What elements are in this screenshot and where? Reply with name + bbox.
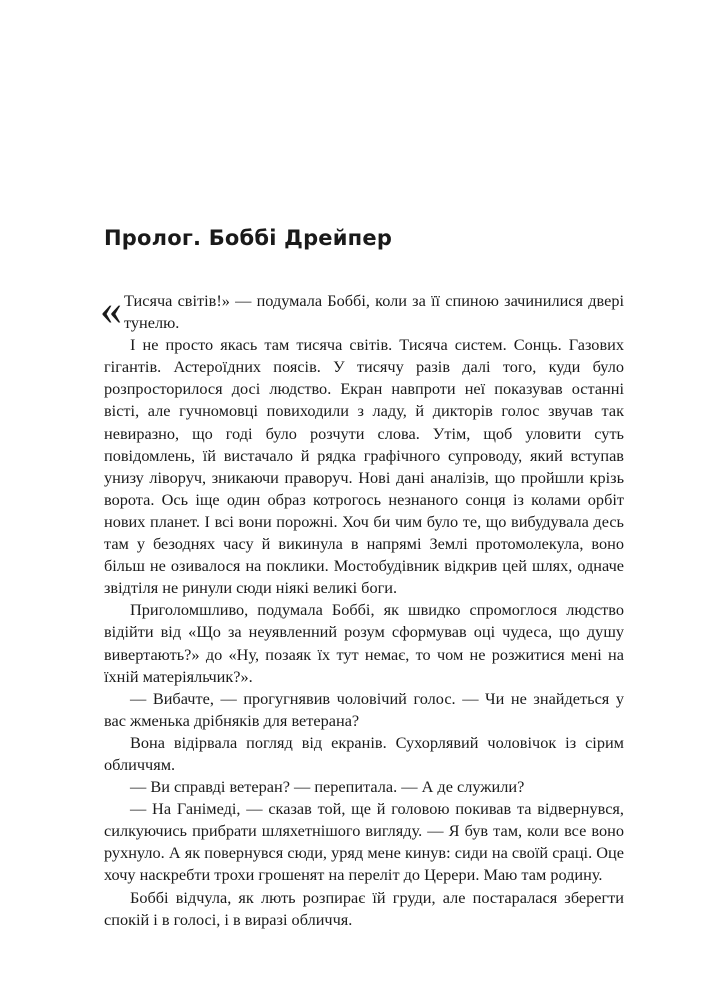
paragraph-7: — На Ганімеді, — сказав той, ще й головою покивав та відвернувся, силкуючись прибрати шляхетнішого вигляду. — Я був там, коли все воно рухнуло. А як повернувся сюди, уряд мене кинув: сиди на своїй сраці. Оце хочу наскребти трохи грошенят на переліт до Церери. Маю там родину. (104, 799, 624, 885)
paragraph-6: — Ви справді ветеран? — перепитала. — А де служили? (130, 777, 525, 797)
chapter-body (100, 285, 624, 931)
paragraph-8: Боббі відчула, як лють розпирає їй груди, але постаралася зберегти спокій і в голосі, і в виразі обличчя. (104, 887, 624, 929)
chapter-title: Пролог. Боббі Дрейпер (104, 226, 393, 250)
paragraph-3: Приголомшливо, подумала Боббі, як швидко спромоглося людство відійти від «Що за неуявленний розум сформував оці чудеса, що душу вивертають?» до «Ну, позаяк їх тут немає, то чом не розжитися мені на їхній матеріяльчик?». (104, 600, 624, 686)
paragraph-text: Тисяча світів!» — подумала Боббі, коли за її спиною зачинилися двері тунелю. (124, 291, 624, 333)
paragraph-4: — Вибачте, — прогугнявив чоловічий голос. — Чи не знайдеться у вас жменька дрібняків для ветерана? (104, 688, 624, 730)
paragraph-1 (100, 285, 624, 334)
paragraph-5: Вона відірвала погляд від екранів. Сухорлявий чоловічок із сірим обличчям. (104, 732, 624, 774)
opening-quote-mark: « (100, 285, 122, 334)
paragraph-2: І не просто якась там тисяча світів. Тисяча систем. Сонць. Газових гігантів. Астероїдних поясів. У тисячу разів далі того, куди було розпросторилося досі людство. Екран навпроти неї показував останні вісті, але гучномовці повиходили з ладу, й дикторів голос звучав так невиразно, що годі було розчути слова. Утім, щоб уловити суть повідомлень, їй вистачало й рядка графічного супроводу, який вступав унизу ліворуч, зникаючи праворуч. Нові дані аналізів, що пройшли крізь ворота. Ось іще один образ котрогось незнаного сонця із колами орбіт нових планет. І всі вони порожні. Хоч би чим було те, що вибудувала десь там у безоднях часу й викинула в напрямі Землі протомолекула, воно більш не озивалося на поклики. Мостобудівник відкрив цей шлях, одначе звідтіля не ринули сюди ніякі великі боги. (104, 335, 624, 598)
